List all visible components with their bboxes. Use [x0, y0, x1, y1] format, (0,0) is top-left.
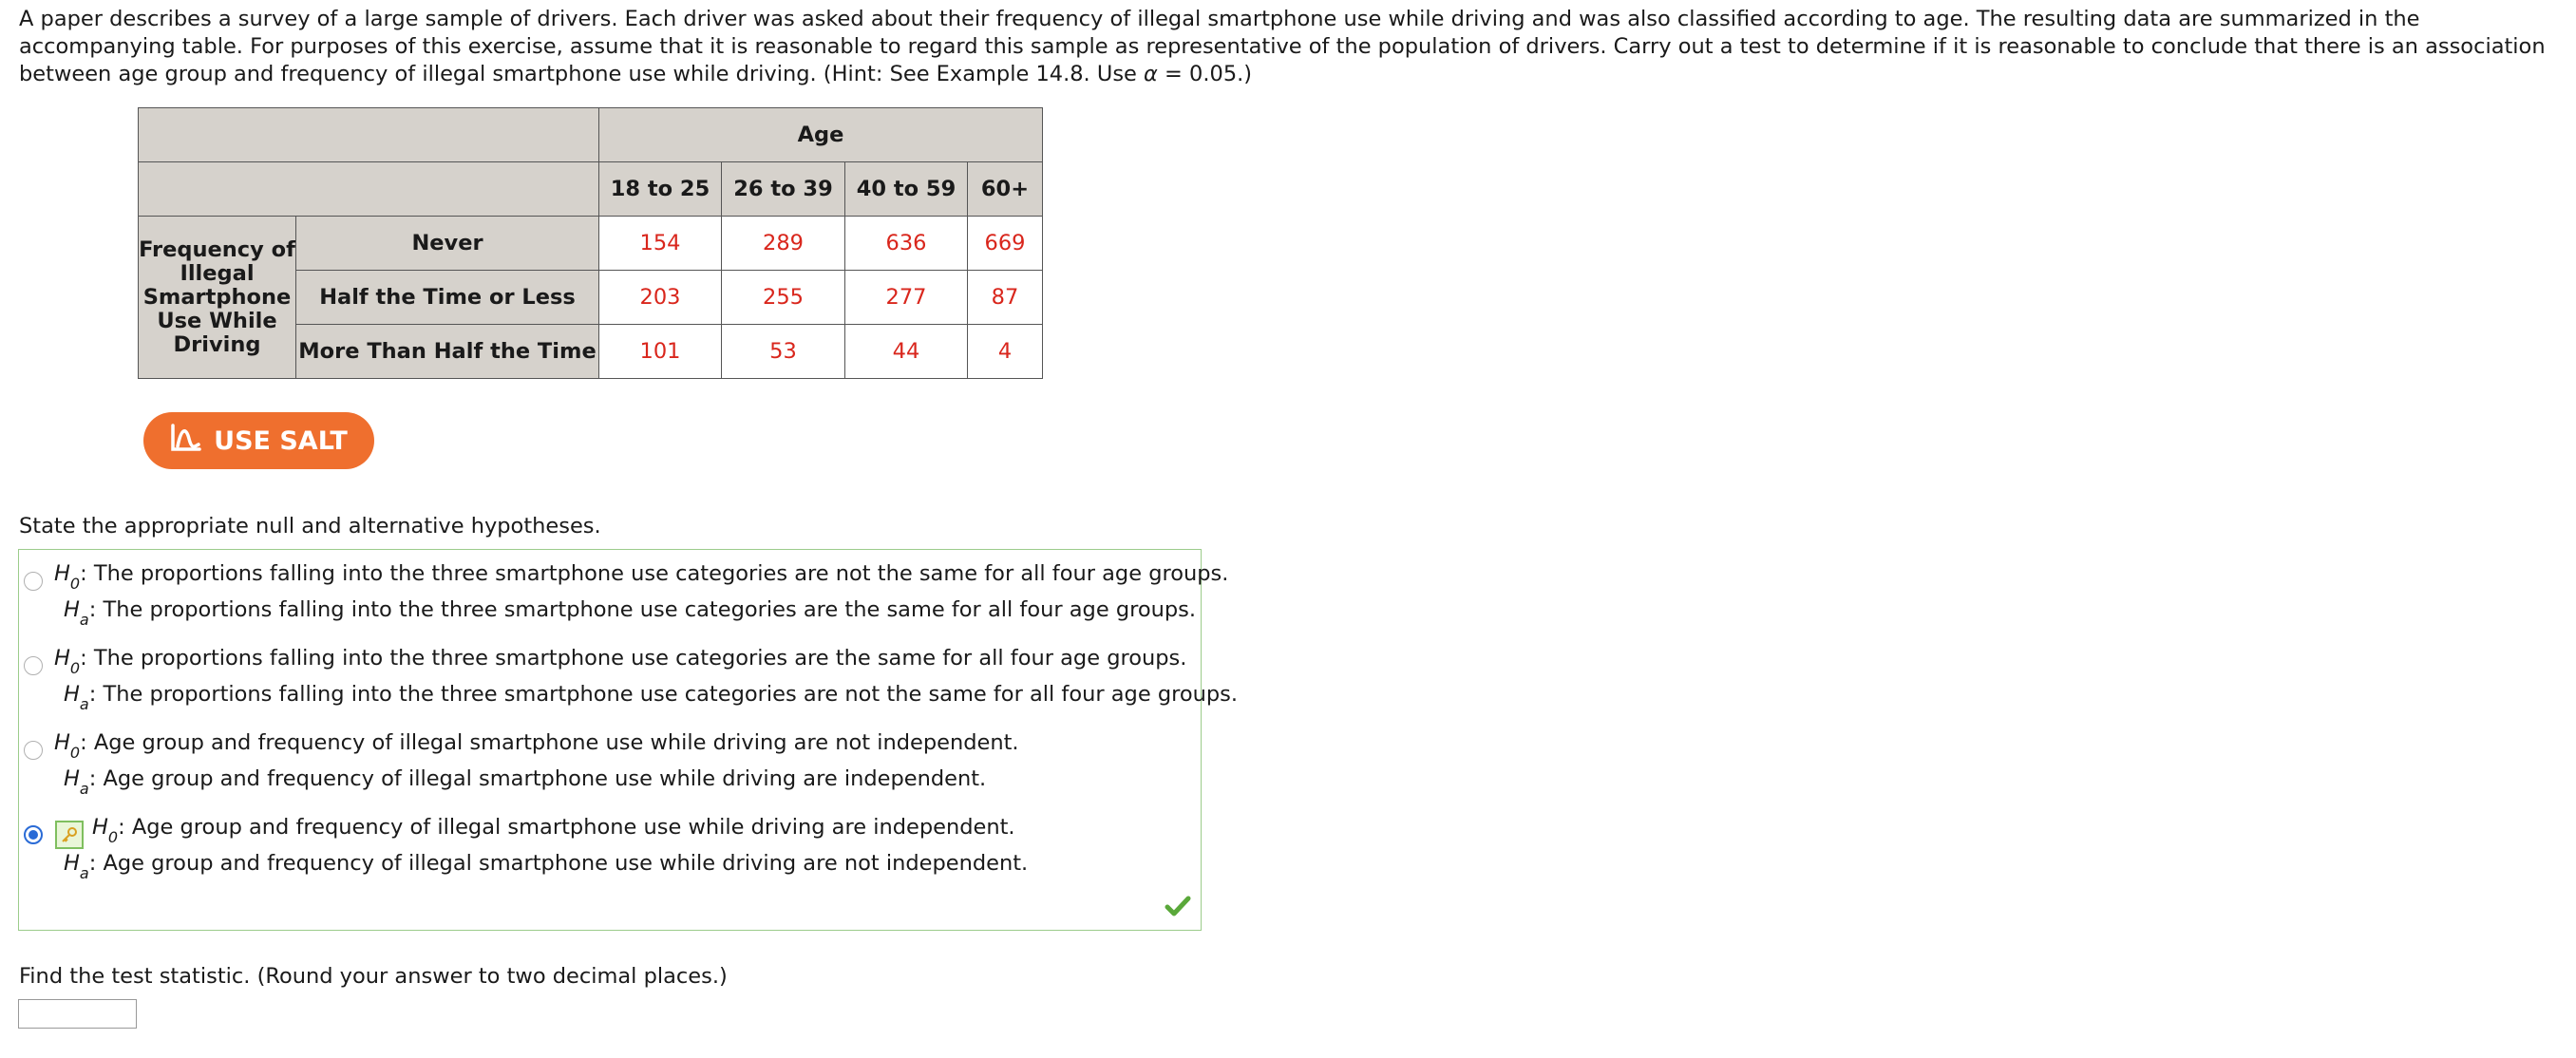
- test-statistic-input[interactable]: [18, 999, 137, 1029]
- salt-chart-icon: [170, 424, 202, 459]
- radio-button[interactable]: [24, 741, 43, 760]
- problem-statement: A paper describes a survey of a large sample of drivers. Each driver was asked about their frequency of illegal smartphone use while driving and was also classified according to age. The resulting data are summarized in the accompanying table. For purposes of this exercise, assume that it is reasonable to regard this sample as representative of the population of drivers. Carry out a test to determine if it is reasonable to conclude that there is an association between age group and frequency of illegal smartphone use while driving. (Hint: See Example 14.8. Use α = 0.05.): [19, 7, 2546, 86]
- null-hypothesis: $H_0$: Age group and frequency of illegal smartphone use while driving are not independent.: [54, 730, 1019, 762]
- table-cell: 87: [968, 271, 1043, 325]
- row-group-label: Frequency of Illegal Smartphone Use While Driving: [139, 217, 296, 379]
- table-cell: 4: [968, 325, 1043, 379]
- hypothesis-option[interactable]: [19, 727, 1197, 803]
- alpha-symbol: α: [1144, 62, 1158, 86]
- table-cell: 255: [722, 271, 845, 325]
- age-group-header: 40 to 59: [845, 162, 968, 217]
- checkmark-icon: [1165, 895, 1191, 923]
- use-salt-button[interactable]: [143, 412, 374, 469]
- table-cell: 53: [722, 325, 845, 379]
- row-label: Half the Time or Less: [296, 271, 599, 325]
- null-hypothesis: $H_0$: The proportions falling into the three smartphone use categories are the same for all four age groups.: [54, 646, 1187, 677]
- radio-button[interactable]: [24, 656, 43, 675]
- row-label: More Than Half the Time: [296, 325, 599, 379]
- age-header: Age: [599, 108, 1043, 162]
- hypothesis-option-selected[interactable]: [19, 811, 1197, 887]
- alternative-hypothesis: $H_a$: Age group and frequency of illegal smartphone use while driving are not independent.: [64, 851, 1029, 882]
- age-group-header: 26 to 39: [722, 162, 845, 217]
- age-group-header: 18 to 25: [599, 162, 722, 217]
- age-group-header: 60+: [968, 162, 1043, 217]
- key-icon[interactable]: [55, 821, 84, 849]
- use-salt-label: USE SALT: [214, 425, 348, 456]
- table-cell: 44: [845, 325, 968, 379]
- table-cell: 203: [599, 271, 722, 325]
- radio-button[interactable]: [24, 572, 43, 591]
- test-statistic-prompt: Find the test statistic. (Round your answer to two decimal places.): [19, 964, 728, 989]
- table-cell: 289: [722, 217, 845, 271]
- table-corner-top: [139, 108, 599, 162]
- table-cell: 154: [599, 217, 722, 271]
- null-hypothesis: $H_0$: The proportions falling into the three smartphone use categories are not the same for all four age groups.: [54, 561, 1229, 593]
- alternative-hypothesis: $H_a$: The proportions falling into the three smartphone use categories are the same for all four age groups.: [64, 597, 1197, 629]
- table-corner-bottom: [139, 162, 599, 217]
- alternative-hypothesis: $H_a$: Age group and frequency of illegal smartphone use while driving are independent.: [64, 766, 987, 798]
- radio-button-selected[interactable]: [24, 825, 43, 844]
- table-cell: 277: [845, 271, 968, 325]
- table-cell: 669: [968, 217, 1043, 271]
- hypothesis-option[interactable]: [19, 557, 1229, 633]
- contingency-table: [138, 107, 1043, 379]
- null-hypothesis: $H_0$: Age group and frequency of illegal smartphone use while driving are independent.: [92, 815, 1015, 846]
- hypothesis-option[interactable]: [19, 642, 1239, 718]
- hypotheses-prompt: State the appropriate null and alternative hypotheses.: [19, 514, 601, 538]
- row-label: Never: [296, 217, 599, 271]
- table-cell: 636: [845, 217, 968, 271]
- hypotheses-options: [18, 549, 1239, 931]
- table-cell: 101: [599, 325, 722, 379]
- alternative-hypothesis: $H_a$: The proportions falling into the three smartphone use categories are not the same for all four age groups.: [64, 682, 1239, 713]
